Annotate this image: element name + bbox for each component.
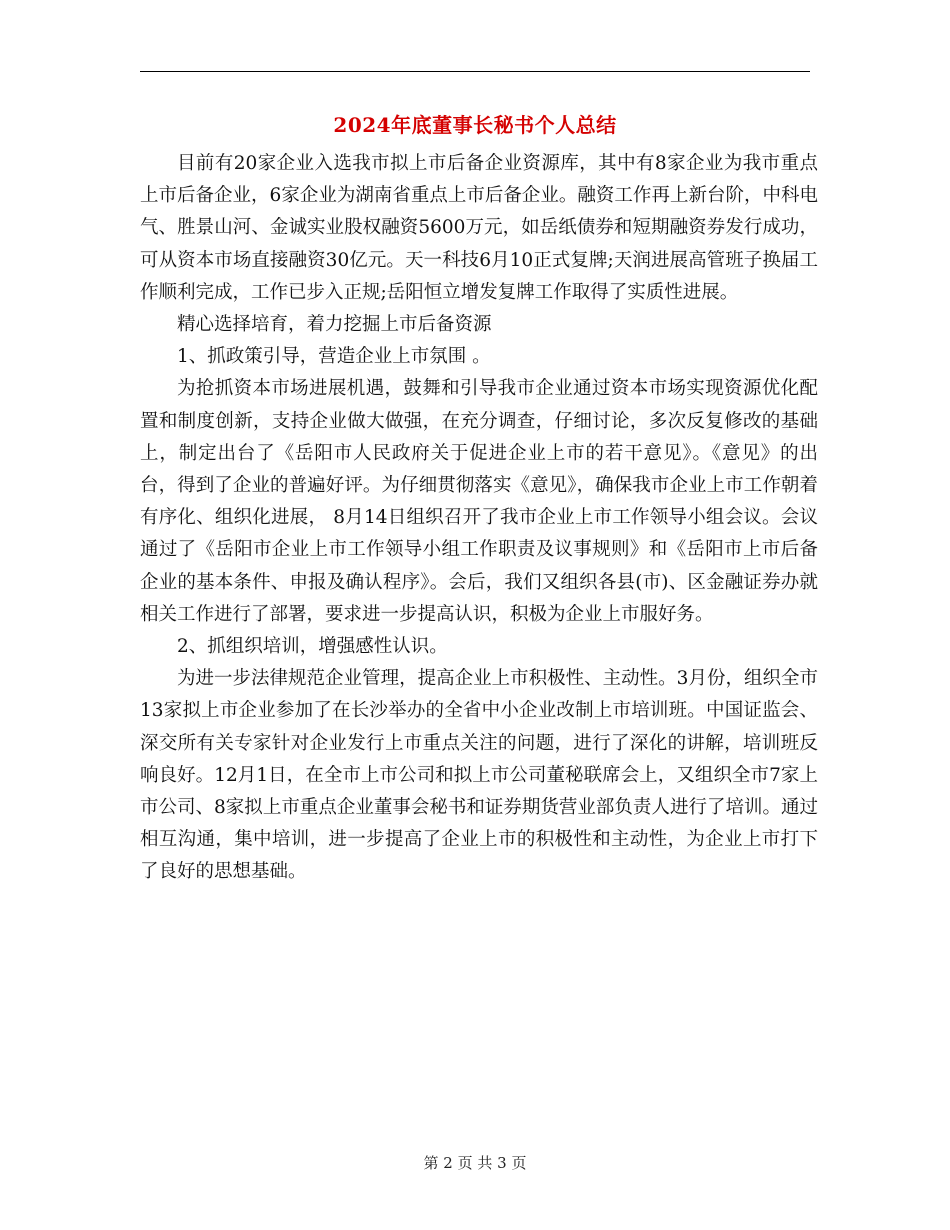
paragraph-6: 为进一步法律规范企业管理，提高企业上市积极性、主动性。3月份，组织全市13家拟上市企业参加了在长沙举办的全省中小企业改制上市培训班。中国证监会、深交所有关专家针对企业发行上市重点关注的问题，进行了深化的讲解，培训班反响良好。12月1日，在全市上市公司和拟上市公司董秘联席会上，又组织全市7家上市公司、8家拟上市重点企业董事会秘书和证券期货营业部负责人进行了培训。通过相互沟通，集中培训，进一步提高了企业上市的积极性和主动性，为企业上市打下了良好的思想基础。 (140, 668, 818, 883)
document-title: 2024年底董事长秘书个人总结 (333, 113, 617, 137)
document-body (140, 148, 818, 889)
paragraph-2: 精心选择培育，着力挖掘上市后备资源 (177, 314, 492, 336)
header-rule (140, 71, 810, 72)
paragraph-3: 1、抓政策引导，营造企业上市氛围 。 (177, 346, 491, 368)
paragraph-4: 为抢抓资本市场进展机遇，鼓舞和引导我市企业通过资本市场实现资源优化配置和制度创新，支持企业做大做强，在充分调查，仔细讨论，多次反复修改的基础上，制定出台了《岳阳市人民政府关于促进企业上市的若干意见》。《意见》的出台，得到了企业的普遍好评。为仔细贯彻落实《意见》，确保我市企业上市工作朝着有序化、组织化进展， 8月14日组织召开了我市企业上市工作领导小组会议。会议通过了《岳阳市企业上市工作领导小组工作职责及议事规则》和《岳阳市上市后备企业的基本条件、申报及确认程序》。会后，我们又组织各县(市)、区金融证券办就相关工作进行了部署，要求进一步提高认识，积极为企业上市服好务。 (140, 378, 818, 625)
paragraph-5: 2、抓组织培训，增强感性认识。 (177, 636, 448, 658)
paragraph-1: 目前有20家企业入选我市拟上市后备企业资源库，其中有8家企业为我市重点上市后备企业，6家企业为湖南省重点上市后备企业。融资工作再上新台阶，中科电气、胜景山河、金诚实业股权融资5600万元，如岳纸债券和短期融资券发行成功，可从资本市场直接融资30亿元。天一科技6月10正式复牌;天润进展高管班子换届工作顺利完成，工作已步入正规;岳阳恒立增发复牌工作取得了实质性进展。 (140, 153, 818, 303)
page-number-footer: 第 2 页 共 3 页 (423, 1154, 527, 1172)
